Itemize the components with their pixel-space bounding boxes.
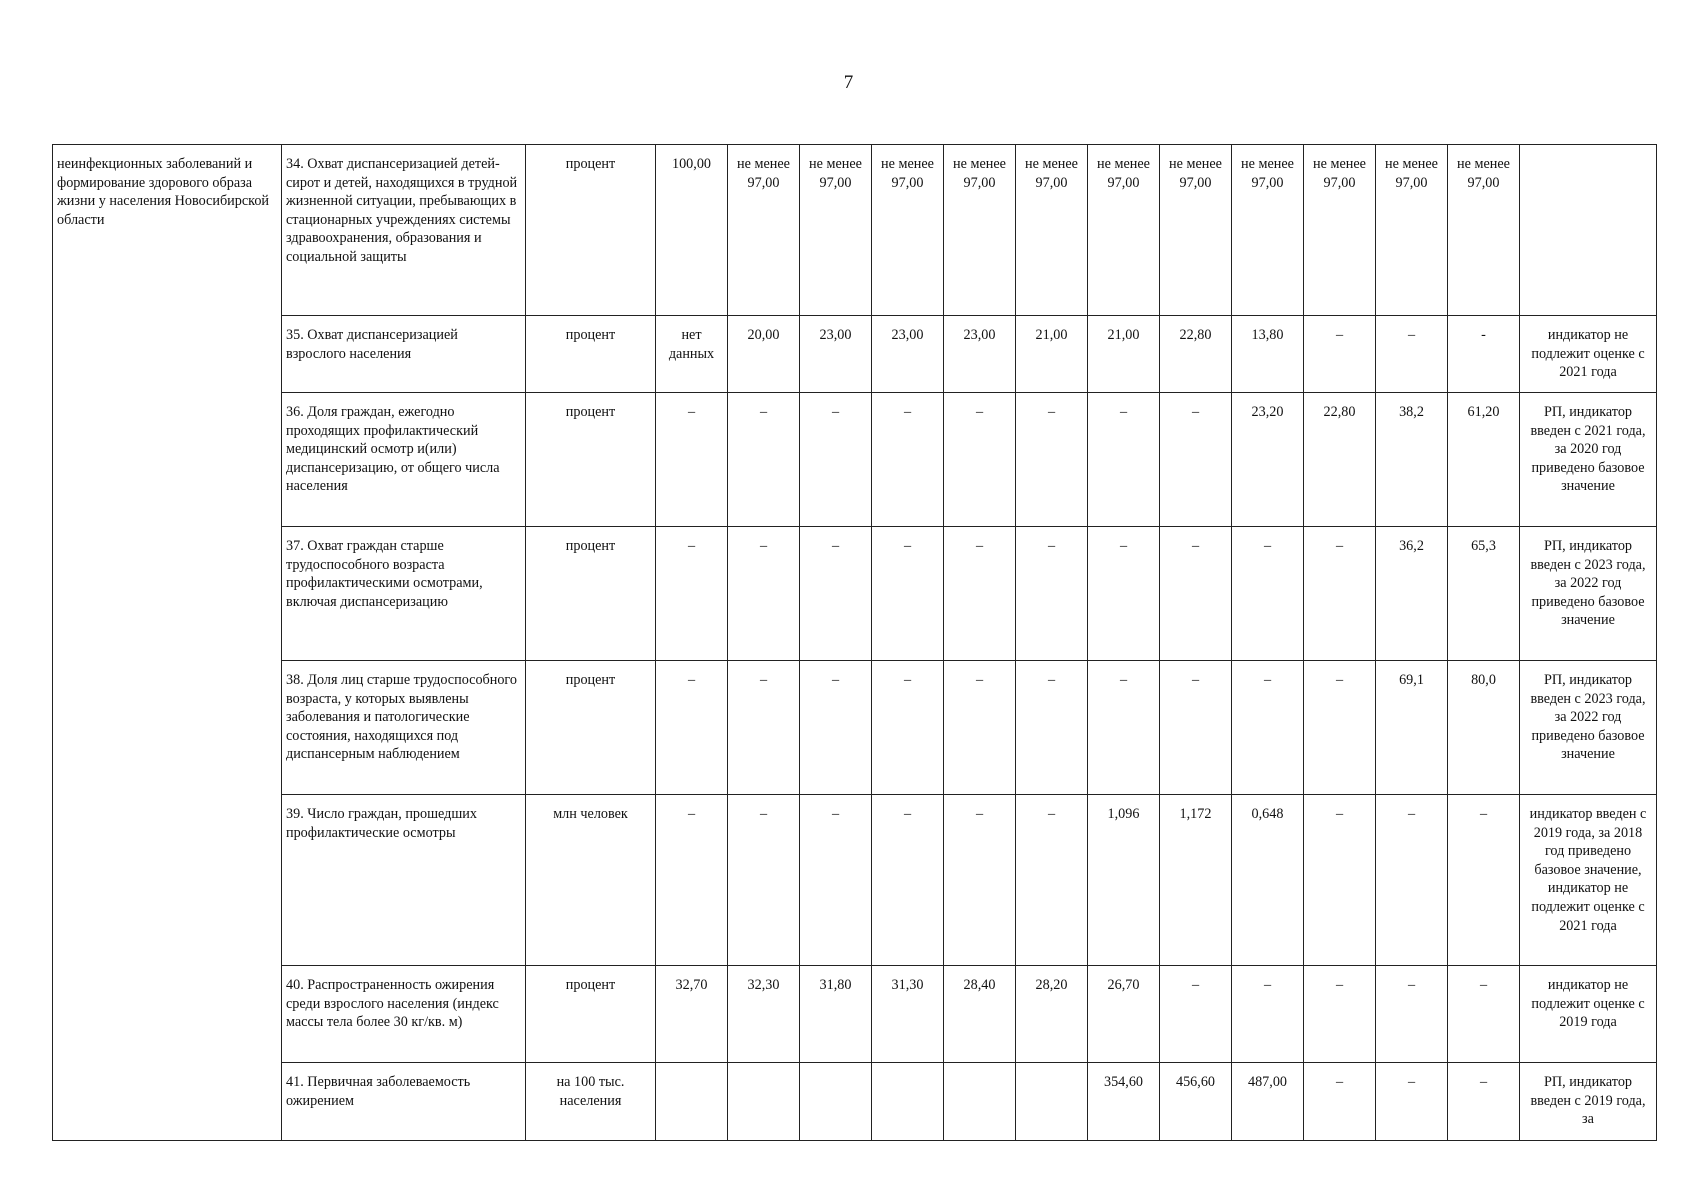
value-cell: нет данных — [656, 316, 728, 393]
table-row — [53, 527, 1657, 661]
unit-cell: млн человек — [526, 795, 656, 966]
value-cell — [1016, 1063, 1088, 1141]
value-cell: – — [1160, 661, 1232, 795]
value-cell: – — [1088, 393, 1160, 527]
indicator-name-cell: 36. Доля граждан, ежегодно проходящих профилактический медицинский осмотр и(или) диспансеризацию, от общего числа населения — [282, 393, 526, 527]
value-cell — [728, 1063, 800, 1141]
value-cell: 22,80 — [1304, 393, 1376, 527]
value-cell: 23,00 — [800, 316, 872, 393]
unit-cell: процент — [526, 393, 656, 527]
table-row — [53, 1063, 1657, 1141]
value-cell: – — [1016, 795, 1088, 966]
value-cell: 20,00 — [728, 316, 800, 393]
value-cell: 100,00 — [656, 145, 728, 316]
value-cell: - — [1448, 316, 1520, 393]
unit-cell: процент — [526, 966, 656, 1063]
value-cell: – — [1232, 527, 1304, 661]
value-cell: не менее 97,00 — [1160, 145, 1232, 316]
table-row — [53, 316, 1657, 393]
value-cell: – — [1304, 527, 1376, 661]
value-cell: – — [1160, 393, 1232, 527]
value-cell: не менее 97,00 — [1448, 145, 1520, 316]
value-cell: – — [800, 661, 872, 795]
indicator-name-cell: 34. Охват диспансеризацией детей-сирот и детей, находящихся в трудной жизненной ситуации, пребывающих в стационарных учреждениях системы здравоохранения, образования и социальной защиты — [282, 145, 526, 316]
unit-cell: процент — [526, 661, 656, 795]
value-cell: 31,80 — [800, 966, 872, 1063]
value-cell: – — [872, 527, 944, 661]
value-cell: 38,2 — [1376, 393, 1448, 527]
value-cell: не менее 97,00 — [728, 145, 800, 316]
unit-cell: на 100 тыс. населения — [526, 1063, 656, 1141]
value-cell: 61,20 — [1448, 393, 1520, 527]
value-cell: – — [656, 527, 728, 661]
value-cell: – — [1160, 966, 1232, 1063]
note-cell: индикатор не подлежит оценке с 2021 года — [1520, 316, 1657, 393]
value-cell — [944, 1063, 1016, 1141]
value-cell: 23,00 — [872, 316, 944, 393]
value-cell: 1,172 — [1160, 795, 1232, 966]
value-cell: 13,80 — [1232, 316, 1304, 393]
value-cell: – — [1016, 661, 1088, 795]
value-cell: 31,30 — [872, 966, 944, 1063]
value-cell: – — [1088, 661, 1160, 795]
unit-cell: процент — [526, 316, 656, 393]
value-cell: – — [656, 795, 728, 966]
value-cell: 21,00 — [1088, 316, 1160, 393]
value-cell: – — [944, 795, 1016, 966]
value-cell: – — [1304, 966, 1376, 1063]
value-cell: – — [1304, 795, 1376, 966]
value-cell: – — [1376, 1063, 1448, 1141]
note-cell: РП, индикатор введен с 2023 года, за 2022 год приведено базовое значение — [1520, 527, 1657, 661]
value-cell: – — [872, 393, 944, 527]
unit-cell: процент — [526, 527, 656, 661]
value-cell: 65,3 — [1448, 527, 1520, 661]
indicator-name-cell: 40. Распространенность ожирения среди взрослого населения (индекс массы тела более 30 кг/кв. м) — [282, 966, 526, 1063]
table-row — [53, 966, 1657, 1063]
value-cell — [800, 1063, 872, 1141]
value-cell: – — [872, 795, 944, 966]
value-cell: – — [944, 661, 1016, 795]
value-cell: – — [656, 661, 728, 795]
value-cell: 26,70 — [1088, 966, 1160, 1063]
value-cell: – — [1376, 966, 1448, 1063]
value-cell: – — [728, 795, 800, 966]
table-row — [53, 795, 1657, 966]
value-cell: не менее 97,00 — [1376, 145, 1448, 316]
value-cell: 23,20 — [1232, 393, 1304, 527]
value-cell: – — [872, 661, 944, 795]
note-cell: РП, индикатор введен с 2023 года, за 2022 год приведено базовое значение — [1520, 661, 1657, 795]
table-row — [53, 145, 1657, 316]
indicator-name-cell: 35. Охват диспансеризацией взрослого населения — [282, 316, 526, 393]
value-cell: 32,30 — [728, 966, 800, 1063]
value-cell: 22,80 — [1160, 316, 1232, 393]
value-cell: – — [1088, 527, 1160, 661]
value-cell: 456,60 — [1160, 1063, 1232, 1141]
indicator-name-cell: 41. Первичная заболеваемость ожирением — [282, 1063, 526, 1141]
value-cell: 21,00 — [1016, 316, 1088, 393]
value-cell: – — [1448, 795, 1520, 966]
note-cell: индикатор не подлежит оценке с 2019 года — [1520, 966, 1657, 1063]
value-cell: – — [1016, 527, 1088, 661]
value-cell: 69,1 — [1376, 661, 1448, 795]
value-cell: 32,70 — [656, 966, 728, 1063]
value-cell: не менее 97,00 — [944, 145, 1016, 316]
value-cell: – — [944, 527, 1016, 661]
indicators-table-body — [53, 145, 1657, 1141]
indicators-table — [52, 144, 1657, 1141]
value-cell: 354,60 — [1088, 1063, 1160, 1141]
value-cell: – — [1016, 393, 1088, 527]
value-cell: 28,40 — [944, 966, 1016, 1063]
value-cell: – — [728, 527, 800, 661]
value-cell: – — [800, 393, 872, 527]
value-cell: 23,00 — [944, 316, 1016, 393]
value-cell: – — [728, 393, 800, 527]
value-cell: – — [1160, 527, 1232, 661]
value-cell: 80,0 — [1448, 661, 1520, 795]
page-number: 7 — [843, 72, 854, 93]
value-cell: – — [1304, 316, 1376, 393]
indicator-name-cell: 37. Охват граждан старше трудоспособного возраста профилактическими осмотрами, включая диспансеризацию — [282, 527, 526, 661]
value-cell: – — [944, 393, 1016, 527]
value-cell: – — [1448, 1063, 1520, 1141]
value-cell: – — [1232, 966, 1304, 1063]
value-cell: – — [800, 527, 872, 661]
value-cell: – — [800, 795, 872, 966]
value-cell: 487,00 — [1232, 1063, 1304, 1141]
value-cell: не менее 97,00 — [1304, 145, 1376, 316]
table-row — [53, 393, 1657, 527]
value-cell: – — [656, 393, 728, 527]
table-row — [53, 661, 1657, 795]
value-cell: – — [1232, 661, 1304, 795]
value-cell: 28,20 — [1016, 966, 1088, 1063]
value-cell: – — [728, 661, 800, 795]
value-cell — [656, 1063, 728, 1141]
value-cell: – — [1448, 966, 1520, 1063]
note-cell — [1520, 145, 1657, 316]
value-cell: – — [1304, 661, 1376, 795]
indicator-name-cell: 39. Число граждан, прошедших профилактические осмотры — [282, 795, 526, 966]
value-cell: 36,2 — [1376, 527, 1448, 661]
value-cell: не менее 97,00 — [872, 145, 944, 316]
value-cell — [872, 1063, 944, 1141]
note-cell: РП, индикатор введен с 2021 года, за 2020 год приведено базовое значение — [1520, 393, 1657, 527]
value-cell: – — [1376, 795, 1448, 966]
value-cell: не менее 97,00 — [1232, 145, 1304, 316]
group-label-cell: неинфекционных заболеваний и формирование здорового образа жизни у населения Новосибирской области — [53, 145, 282, 1141]
value-cell: 0,648 — [1232, 795, 1304, 966]
indicator-name-cell: 38. Доля лиц старше трудоспособного возраста, у которых выявлены заболевания и патологические состояния, находящихся под диспансерным наблюдением — [282, 661, 526, 795]
unit-cell: процент — [526, 145, 656, 316]
value-cell: не менее 97,00 — [1088, 145, 1160, 316]
value-cell: не менее 97,00 — [1016, 145, 1088, 316]
note-cell: РП, индикатор введен с 2019 года, за — [1520, 1063, 1657, 1141]
note-cell: индикатор введен с 2019 года, за 2018 год приведено базовое значение, индикатор не подлежит оценке с 2021 года — [1520, 795, 1657, 966]
value-cell: 1,096 — [1088, 795, 1160, 966]
value-cell: – — [1376, 316, 1448, 393]
value-cell: не менее 97,00 — [800, 145, 872, 316]
value-cell: – — [1304, 1063, 1376, 1141]
